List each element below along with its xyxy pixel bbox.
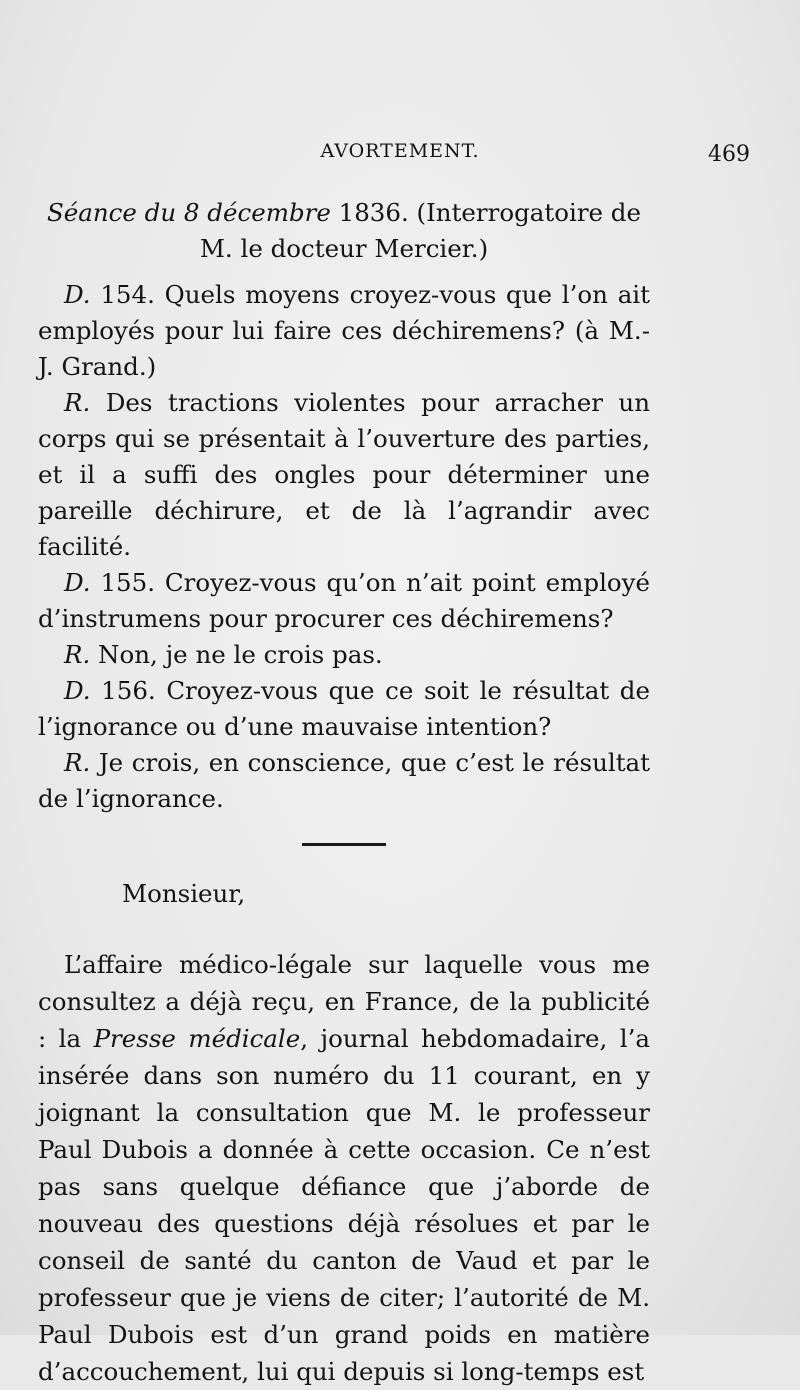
qa-text: 155. Croyez-vous qu’on n’ait point employé d’instrumens pour procurer ces déchiremens? [38, 568, 650, 633]
qa-item [38, 565, 650, 637]
qa-item [38, 277, 650, 385]
qa-text: Je crois, en conscience, que c’est le résultat de l’ignorance. [38, 748, 650, 813]
qa-item [38, 673, 650, 745]
page-body [38, 195, 650, 1390]
qa-text: Des tractions violentes pour arracher un corps qui se présentait à l’ouverture des parties, et il a suffi des ongles pour déterminer une pareille déchirure, et de là l’agrandir avec facilité. [38, 388, 650, 561]
qa-label: R. [64, 640, 91, 669]
qa-label: R. [64, 748, 91, 777]
page-number: 469 [708, 142, 750, 167]
qa-label: D. [64, 676, 91, 705]
page-header [40, 140, 760, 170]
salutation: Monsieur, [122, 879, 246, 908]
qa-label: D. [64, 568, 91, 597]
journal-title: Presse médicale [93, 1024, 301, 1053]
qa-text: 156. Croyez-vous que ce soit le résultat de l’ignorance ou d’une mauvaise intention? [38, 676, 650, 741]
letter-paragraph [38, 946, 650, 1390]
qa-item [38, 385, 650, 565]
qa-item [38, 637, 650, 673]
qa-item [38, 745, 650, 817]
session-rest: 1836. (Interrogatoire de M. le docteur Mercier.) [199, 198, 641, 263]
session-date: Séance du 8 décembre [47, 198, 331, 227]
qa-label: D. [64, 280, 91, 309]
letter-text-2: , journal hebdomadaire, l’a insérée dans son numéro du 11 courant, en y joignant la consultation que M. le professeur Paul Dubois a donnée à cette occasion. Ce n’est pas sans quelque défiance que j’aborde de nouveau des questions déjà résolues et par le conseil de santé du canton de Vaud et par le professeur que je viens de citer; l’autorité de M. Paul Dubois est d’un grand poids en matière d’accouchement, lui qui depuis si long-temps est [38, 1024, 650, 1386]
letter-text-1: L’affaire médico-légale sur laquelle vous me consultez a déjà reçu, en France, de la publicité : la [38, 950, 650, 1053]
qa-label: R. [64, 388, 91, 417]
section-divider [302, 843, 386, 846]
session-heading [38, 195, 650, 267]
running-title: AVORTEMENT. [320, 140, 480, 162]
qa-text: 154. Quels moyens croyez-vous que l’on ait employés pour lui faire ces déchiremens? (à M.-J. Grand.) [38, 280, 650, 381]
qa-text: Non, je ne le crois pas. [90, 640, 383, 669]
